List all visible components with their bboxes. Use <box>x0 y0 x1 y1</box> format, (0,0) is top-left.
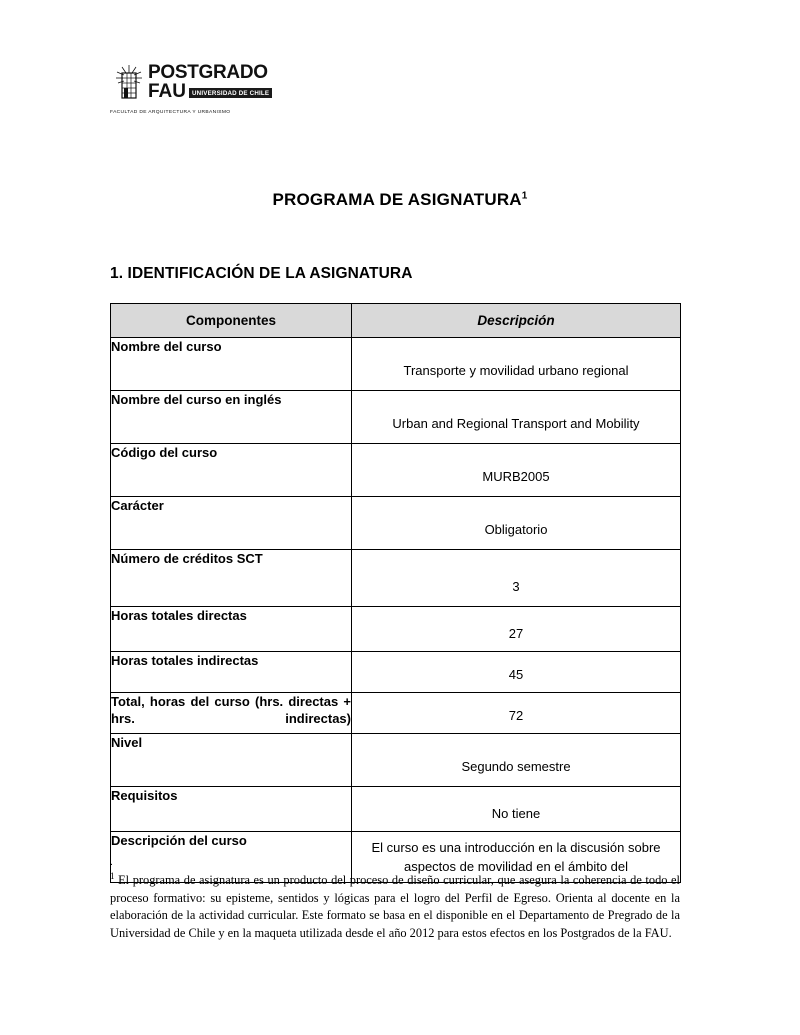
row-value-horas-directas: 27 <box>352 607 681 652</box>
row-label-codigo-curso: Código del curso <box>111 444 352 497</box>
row-value-nombre-curso: Transporte y movilidad urbano regional <box>352 338 681 391</box>
course-identification-table <box>110 303 681 883</box>
title-footnote-marker: 1 <box>521 190 528 202</box>
page-title-text: PROGRAMA DE ASIGNATURA <box>272 190 522 209</box>
section-heading-identificacion: 1. IDENTIFICACIÓN DE LA ASIGNATURA <box>110 265 413 282</box>
row-value-caracter: Obligatorio <box>352 497 681 550</box>
row-value-nivel: Segundo semestre <box>352 734 681 787</box>
footnote-text: El programa de asignatura es un producto del proceso de diseño curricular, que asegura la coherencia de todo el proceso formativo: su episteme, sentidos y lógicas para el logro del Perfil de Egreso. Orienta al docente en la elaboración de la actividad curricular. Este formato se basa en el disponible en el Departamento de Pregrado de la Universidad de Chile y en la maqueta utilizada desde el año 2012 para estos efectos en los Postgrados de la FAU. <box>110 873 680 940</box>
footnote <box>110 868 680 942</box>
table-row <box>111 787 681 832</box>
logo-fau-text: FAU <box>148 81 186 102</box>
row-value-nombre-curso-ingles: Urban and Regional Transport and Mobility <box>352 391 681 444</box>
row-label-nivel: Nivel <box>111 734 352 787</box>
logo-university-badge: UNIVERSIDAD DE CHILE <box>189 88 272 98</box>
university-emblem-icon <box>114 64 144 106</box>
row-label-horas-indirectas: Horas totales indirectas <box>111 652 352 693</box>
row-label-descripcion-curso: Descripción del curso <box>111 832 352 883</box>
table-row <box>111 734 681 787</box>
row-label-requisitos: Requisitos <box>111 787 352 832</box>
postgrado-fau-logo <box>110 58 270 130</box>
row-label-nombre-curso: Nombre del curso <box>111 338 352 391</box>
table-header-row <box>111 304 681 338</box>
table-row <box>111 444 681 497</box>
logo-postgrado-text: POSTGRADO <box>148 62 268 83</box>
row-value-descripcion-curso: El curso es una introducción en la discusión sobre aspectos de movilidad en el ámbito del <box>352 832 681 883</box>
row-label-creditos-sct: Número de créditos SCT <box>111 550 352 607</box>
row-label-total-horas: Total, horas del curso (hrs. directas + hrs. indirectas) <box>111 693 352 734</box>
row-value-total-horas: 72 <box>352 693 681 734</box>
row-value-horas-indirectas: 45 <box>352 652 681 693</box>
table-row <box>111 391 681 444</box>
row-value-creditos-sct: 3 <box>352 550 681 607</box>
row-value-codigo-curso: MURB2005 <box>352 444 681 497</box>
row-value-requisitos: No tiene <box>352 787 681 832</box>
table-row <box>111 652 681 693</box>
footnote-dot: . <box>110 856 113 868</box>
footnote-marker: 1 <box>110 871 115 881</box>
row-label-nombre-curso-ingles: Nombre del curso en inglés <box>111 391 352 444</box>
table-row <box>111 693 681 734</box>
table-header-descripcion: Descripción <box>352 304 681 338</box>
page-title <box>0 190 800 210</box>
row-label-horas-directas: Horas totales directas <box>111 607 352 652</box>
row-label-caracter: Carácter <box>111 497 352 550</box>
table-row <box>111 497 681 550</box>
logo-faculty-text: FACULTAD DE ARQUITECTURA Y URBANISMO <box>110 110 231 115</box>
table-header-componentes: Componentes <box>111 304 352 338</box>
table-row <box>111 338 681 391</box>
table-row <box>111 550 681 607</box>
table-row <box>111 607 681 652</box>
logo-wordmark <box>148 62 270 102</box>
